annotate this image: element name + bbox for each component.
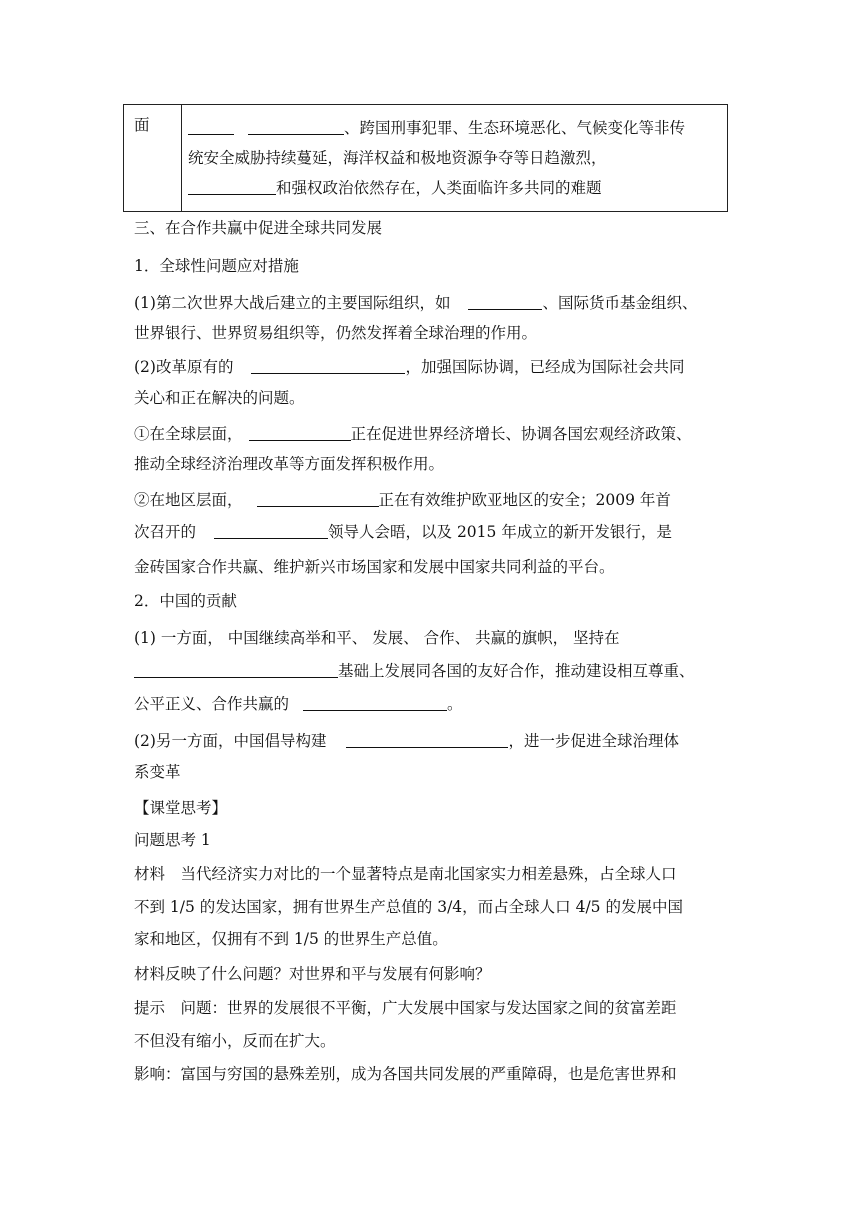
- table-fragment: [123, 104, 728, 212]
- paragraph-line: 次召开的 领导人会晤，以及 2015 年成立的新开发银行，是: [134, 523, 672, 541]
- paragraph-line: 公平正义、合作共赢的 。: [134, 695, 463, 713]
- subheading-contribution: 2．中国的贡献: [134, 592, 237, 610]
- paragraph-line: 推动全球经济治理改革等方面发挥积极作用。: [134, 455, 445, 473]
- paragraph-line: 关心和正在解决的问题。: [134, 389, 305, 407]
- paragraph-line: (2)另一方面，中国倡导构建 ，进一步促进全球治理体: [134, 732, 679, 750]
- material-line: 家和地区，仅拥有不到 1/5 的世界生产总值。: [134, 930, 448, 948]
- question-line: 材料反映了什么问题？对世界和平与发展有何影响？: [134, 965, 491, 983]
- paragraph-line: ②在地区层面， 正在有效维护欧亚地区的安全；2009 年首: [134, 491, 671, 509]
- paragraph-line: 系变革: [134, 763, 181, 781]
- table-content: [188, 113, 723, 203]
- blank: [248, 120, 344, 135]
- blank: [346, 733, 508, 748]
- blank: [134, 663, 338, 678]
- table-divider: [181, 105, 182, 211]
- blank: [257, 492, 379, 507]
- blank: [303, 696, 447, 711]
- section-heading: 三、在合作共赢中促进全球共同发展: [134, 219, 383, 237]
- paragraph-line: (1)第二次世界大战后建立的主要国际组织，如 、国际货币基金组织、: [134, 294, 698, 312]
- material-line: 不到 1/5 的发达国家，拥有世界生产总值的 3/4，而占全球人口 4/5 的发展中国: [134, 898, 683, 916]
- paragraph-line: (2)改革原有的 ，加强国际协调，已经成为国际社会共同: [134, 358, 685, 376]
- blank: [188, 180, 276, 195]
- table-label: 面: [134, 116, 150, 134]
- hint-line: 影响：富国与穷国的悬殊差别，成为各国共同发展的严重障碍，也是危害世界和: [134, 1065, 677, 1083]
- blank: [249, 426, 351, 441]
- blank: [468, 295, 542, 310]
- paragraph-line: 金砖国家合作共赢、维护新兴市场国家和发展中国家共同利益的平台。: [134, 558, 615, 576]
- table-line-1: 、跨国刑事犯罪、生态环境恶化、气候变化等非传: [188, 113, 723, 143]
- table-line-3: 和强权政治依然存在，人类面临许多共同的难题: [188, 173, 723, 203]
- classroom-thinking-heading: 【课堂思考】: [134, 799, 228, 817]
- paragraph-line: 基础上发展同各国的友好合作，推动建设相互尊重、: [134, 661, 695, 681]
- blank: [214, 524, 328, 539]
- paragraph-line: ①在全球层面， 正在促进世界经济增长、协调各国宏观经济政策、: [134, 425, 692, 443]
- hint-line: 不但没有缩小，反而在扩大。: [134, 1032, 336, 1050]
- table-line-2: 统安全威胁持续蔓延，海洋权益和极地资源争夺等日趋激烈，: [188, 149, 607, 167]
- paragraph-line: (1) 一方面， 中国继续高举和平、 发展、 合作、 共赢的旗帜， 坚持在: [134, 629, 620, 647]
- paragraph-line: 世界银行、世界贸易组织等，仍然发挥着全球治理的作用。: [134, 324, 538, 342]
- blank: [251, 359, 405, 374]
- material-line: 材料 当代经济实力对比的一个显著特点是南北国家实力相差悬殊，占全球人口: [134, 865, 677, 883]
- blank: [188, 120, 234, 135]
- question-title: 问题思考 1: [134, 831, 211, 849]
- subheading-measures: 1．全球性问题应对措施: [134, 257, 299, 275]
- hint-line: 提示 问题：世界的发展很不平衡，广大发展中国家与发达国家之间的贫富差距: [134, 999, 677, 1017]
